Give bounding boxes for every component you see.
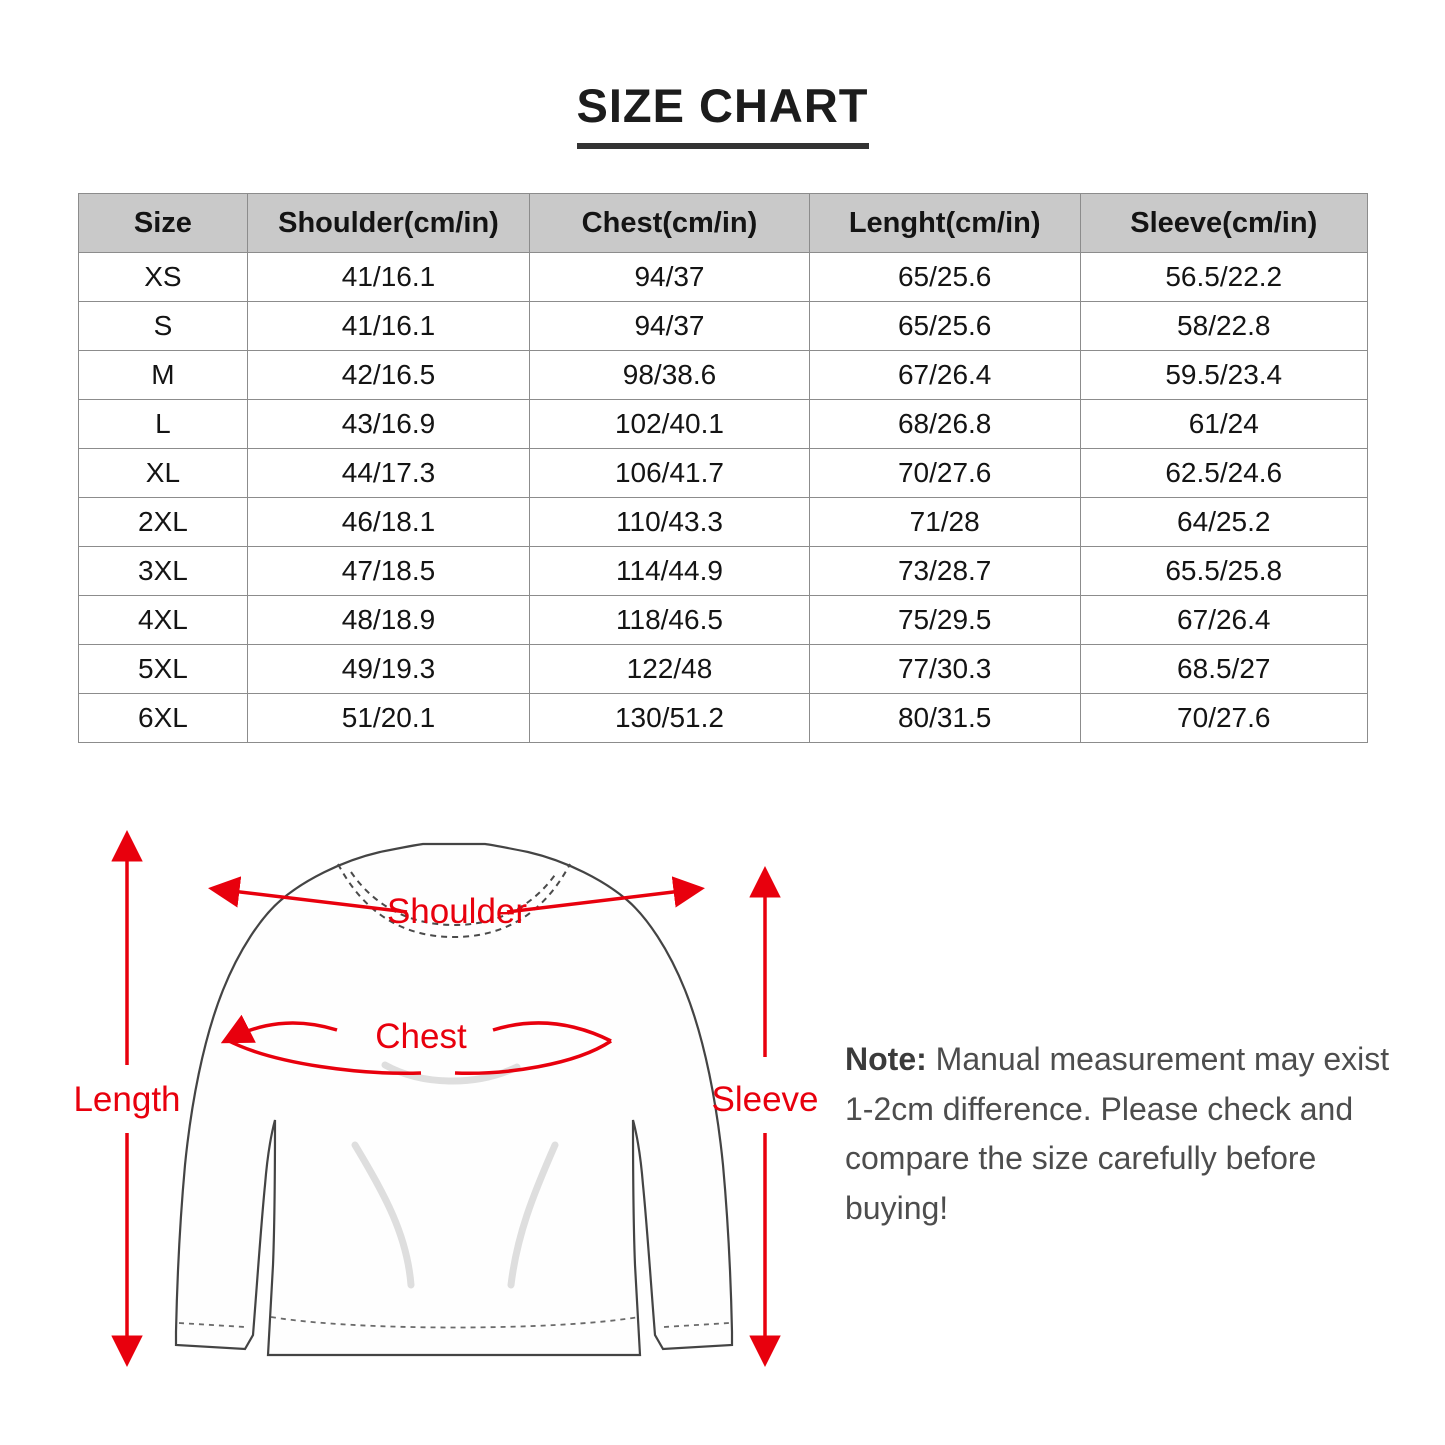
column-header-chest: Chest(cm/in): [530, 194, 810, 253]
cell-chest: 102/40.1: [530, 400, 810, 449]
cell-chest: 94/37: [530, 253, 810, 302]
table-row: [79, 596, 1368, 645]
cell-chest: 110/43.3: [530, 498, 810, 547]
table-row: [79, 547, 1368, 596]
cell-shoulder: 49/19.3: [247, 645, 529, 694]
cell-length: 70/27.6: [809, 449, 1080, 498]
cell-chest: 98/38.6: [530, 351, 810, 400]
length-label: Length: [73, 1080, 181, 1119]
cell-shoulder: 43/16.9: [247, 400, 529, 449]
cell-shoulder: 51/20.1: [247, 694, 529, 743]
cell-length: 68/26.8: [809, 400, 1080, 449]
cell-shoulder: 42/16.5: [247, 351, 529, 400]
cell-length: 65/25.6: [809, 253, 1080, 302]
note-block: [845, 1035, 1405, 1233]
cell-sleeve: 61/24: [1080, 400, 1367, 449]
cell-sleeve: 68.5/27: [1080, 645, 1367, 694]
note-text: Manual measurement may exist 1-2cm difference. Please check and compare the size carefully before buying!: [845, 1041, 1390, 1226]
cell-chest: 122/48: [530, 645, 810, 694]
table-row: [79, 351, 1368, 400]
cell-chest: 130/51.2: [530, 694, 810, 743]
cell-length: 73/28.7: [809, 547, 1080, 596]
cell-length: 65/25.6: [809, 302, 1080, 351]
cell-length: 77/30.3: [809, 645, 1080, 694]
table-row: [79, 253, 1368, 302]
cell-size: M: [79, 351, 248, 400]
cell-shoulder: 44/17.3: [247, 449, 529, 498]
column-header-size: Size: [79, 194, 248, 253]
cell-shoulder: 41/16.1: [247, 253, 529, 302]
cell-shoulder: 41/16.1: [247, 302, 529, 351]
size-chart-table-container: [78, 193, 1368, 743]
cell-sleeve: 62.5/24.6: [1080, 449, 1367, 498]
cell-chest: 118/46.5: [530, 596, 810, 645]
cell-chest: 106/41.7: [530, 449, 810, 498]
column-header-shoulder: Shoulder(cm/in): [247, 194, 529, 253]
table-row: [79, 449, 1368, 498]
cell-sleeve: 56.5/22.2: [1080, 253, 1367, 302]
garment-illustration: [55, 815, 845, 1405]
column-header-sleeve: Sleeve(cm/in): [1080, 194, 1367, 253]
cell-length: 75/29.5: [809, 596, 1080, 645]
table-row: [79, 645, 1368, 694]
cell-sleeve: 65.5/25.8: [1080, 547, 1367, 596]
table-row: [79, 400, 1368, 449]
cell-shoulder: 46/18.1: [247, 498, 529, 547]
cell-size: 6XL: [79, 694, 248, 743]
cell-chest: 114/44.9: [530, 547, 810, 596]
cell-sleeve: 67/26.4: [1080, 596, 1367, 645]
chest-label: Chest: [375, 1017, 467, 1056]
cell-shoulder: 48/18.9: [247, 596, 529, 645]
column-header-length: Lenght(cm/in): [809, 194, 1080, 253]
cell-size: L: [79, 400, 248, 449]
cell-size: 3XL: [79, 547, 248, 596]
cell-length: 67/26.4: [809, 351, 1080, 400]
note-label: Note:: [845, 1041, 927, 1077]
page-title: SIZE CHART: [577, 78, 869, 149]
size-chart-table: [78, 193, 1368, 743]
cell-length: 71/28: [809, 498, 1080, 547]
cell-sleeve: 64/25.2: [1080, 498, 1367, 547]
cell-sleeve: 58/22.8: [1080, 302, 1367, 351]
cell-chest: 94/37: [530, 302, 810, 351]
cell-shoulder: 47/18.5: [247, 547, 529, 596]
sleeve-label: Sleeve: [711, 1080, 819, 1119]
cell-length: 80/31.5: [809, 694, 1080, 743]
cell-size: 5XL: [79, 645, 248, 694]
table-row: [79, 498, 1368, 547]
page-title-container: [0, 78, 1445, 149]
cell-size: 4XL: [79, 596, 248, 645]
table-header-row: [79, 194, 1368, 253]
cell-sleeve: 59.5/23.4: [1080, 351, 1367, 400]
cell-sleeve: 70/27.6: [1080, 694, 1367, 743]
shoulder-label: Shoulder: [386, 892, 528, 931]
cell-size: S: [79, 302, 248, 351]
cell-size: XS: [79, 253, 248, 302]
table-row: [79, 302, 1368, 351]
cell-size: 2XL: [79, 498, 248, 547]
cell-size: XL: [79, 449, 248, 498]
table-row: [79, 694, 1368, 743]
